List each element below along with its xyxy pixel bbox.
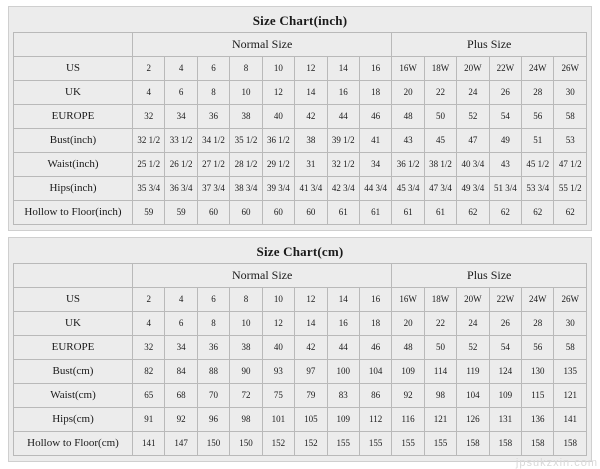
table-cell: 16W xyxy=(392,57,424,81)
table-cell: 45 3/4 xyxy=(392,177,424,201)
table-cell: 8 xyxy=(197,81,229,105)
table-cell: 60 xyxy=(262,201,294,225)
table-cell: 12 xyxy=(262,312,294,336)
table-cell: 49 3/4 xyxy=(457,177,489,201)
table-cell: 119 xyxy=(457,360,489,384)
table-cell: 158 xyxy=(457,432,489,456)
table-cell: 44 xyxy=(327,336,359,360)
table-cell: 42 xyxy=(295,105,327,129)
table-cell: 22 xyxy=(424,312,456,336)
table-cell: 72 xyxy=(230,384,262,408)
table-cell: 18 xyxy=(359,81,391,105)
table-cell: 92 xyxy=(392,384,424,408)
table-cell: 6 xyxy=(197,288,229,312)
table-cell: 121 xyxy=(424,408,456,432)
size-table xyxy=(13,32,587,225)
table-cell: 62 xyxy=(522,201,554,225)
table-cell: 58 xyxy=(554,336,587,360)
table-cell: 59 xyxy=(133,201,165,225)
table-cell: 32 xyxy=(133,336,165,360)
table-cell: 8 xyxy=(197,312,229,336)
table-cell: 79 xyxy=(295,384,327,408)
table-cell: 59 xyxy=(165,201,197,225)
table-cell: 12 xyxy=(262,81,294,105)
table-cell: 30 xyxy=(554,81,587,105)
table-row xyxy=(14,408,587,432)
row-label: Bust(inch) xyxy=(14,129,133,153)
table-cell: 62 xyxy=(489,201,521,225)
table-cell: 88 xyxy=(197,360,229,384)
table-cell: 4 xyxy=(133,81,165,105)
size-chart-block xyxy=(8,237,592,462)
table-cell: 141 xyxy=(554,408,587,432)
table-cell: 24W xyxy=(522,57,554,81)
table-cell: 52 xyxy=(457,105,489,129)
table-cell: 22W xyxy=(489,57,521,81)
table-cell: 2 xyxy=(133,57,165,81)
table-cell: 25 1/2 xyxy=(133,153,165,177)
table-cell: 58 xyxy=(554,105,587,129)
table-cell: 8 xyxy=(230,288,262,312)
table-cell: 62 xyxy=(554,201,587,225)
table-cell: 12 xyxy=(295,57,327,81)
table-cell: 34 xyxy=(359,153,391,177)
table-cell: 158 xyxy=(522,432,554,456)
table-cell: 121 xyxy=(554,384,587,408)
table-cell: 37 3/4 xyxy=(197,177,229,201)
table-cell: 28 xyxy=(522,81,554,105)
row-label: US xyxy=(14,288,133,312)
table-cell: 82 xyxy=(133,360,165,384)
table-cell: 104 xyxy=(359,360,391,384)
table-cell: 96 xyxy=(197,408,229,432)
table-cell: 16 xyxy=(327,312,359,336)
row-label: UK xyxy=(14,312,133,336)
row-label: Bust(cm) xyxy=(14,360,133,384)
table-row xyxy=(14,81,587,105)
table-cell: 109 xyxy=(327,408,359,432)
table-cell: 55 1/2 xyxy=(554,177,587,201)
table-cell: 20 xyxy=(392,312,424,336)
table-cell: 54 xyxy=(489,105,521,129)
table-cell: 109 xyxy=(392,360,424,384)
table-cell: 4 xyxy=(165,288,197,312)
table-cell: 40 xyxy=(262,105,294,129)
table-cell: 46 xyxy=(359,336,391,360)
table-cell: 90 xyxy=(230,360,262,384)
table-cell: 60 xyxy=(197,201,229,225)
table-cell: 22 xyxy=(424,81,456,105)
row-label: EUROPE xyxy=(14,105,133,129)
table-cell: 2 xyxy=(133,288,165,312)
table-cell: 84 xyxy=(165,360,197,384)
table-cell: 50 xyxy=(424,336,456,360)
table-cell: 4 xyxy=(133,312,165,336)
table-row xyxy=(14,153,587,177)
table-cell: 32 1/2 xyxy=(327,153,359,177)
table-row xyxy=(14,360,587,384)
table-cell: 48 xyxy=(392,105,424,129)
table-cell: 98 xyxy=(230,408,262,432)
table-cell: 6 xyxy=(165,81,197,105)
table-cell: 105 xyxy=(295,408,327,432)
table-cell: 98 xyxy=(424,384,456,408)
table-row xyxy=(14,177,587,201)
table-cell: 20 xyxy=(392,81,424,105)
table-cell: 46 xyxy=(359,105,391,129)
table-cell: 16 xyxy=(359,288,391,312)
table-cell: 61 xyxy=(327,201,359,225)
table-cell: 61 xyxy=(359,201,391,225)
table-cell: 42 xyxy=(295,336,327,360)
table-cell: 35 3/4 xyxy=(133,177,165,201)
table-cell: 47 1/2 xyxy=(554,153,587,177)
table-row xyxy=(14,384,587,408)
table-cell: 16 xyxy=(359,57,391,81)
table-row xyxy=(14,288,587,312)
table-cell: 39 3/4 xyxy=(262,177,294,201)
table-cell: 30 xyxy=(554,312,587,336)
table-cell: 49 xyxy=(489,129,521,153)
table-cell: 97 xyxy=(295,360,327,384)
table-cell: 36 3/4 xyxy=(165,177,197,201)
group-header-cell: Plus Size xyxy=(392,33,587,57)
table-corner-cell xyxy=(14,33,133,57)
table-cell: 34 xyxy=(165,105,197,129)
table-cell: 36 xyxy=(197,105,229,129)
table-cell: 6 xyxy=(165,312,197,336)
size-table xyxy=(13,263,587,456)
table-cell: 26 xyxy=(489,81,521,105)
table-cell: 56 xyxy=(522,336,554,360)
table-cell: 155 xyxy=(392,432,424,456)
group-header-row xyxy=(14,33,587,57)
table-row xyxy=(14,201,587,225)
row-label: EUROPE xyxy=(14,336,133,360)
table-cell: 53 3/4 xyxy=(522,177,554,201)
table-cell: 26 xyxy=(489,312,521,336)
table-cell: 109 xyxy=(489,384,521,408)
row-label: Hips(cm) xyxy=(14,408,133,432)
table-cell: 51 3/4 xyxy=(489,177,521,201)
table-cell: 40 3/4 xyxy=(457,153,489,177)
table-cell: 18W xyxy=(424,57,456,81)
table-cell: 20W xyxy=(457,288,489,312)
table-cell: 47 xyxy=(457,129,489,153)
table-cell: 112 xyxy=(359,408,391,432)
row-label: Waist(cm) xyxy=(14,384,133,408)
table-cell: 34 xyxy=(165,336,197,360)
watermark-text: jpsukzxin.com xyxy=(515,457,598,469)
table-cell: 44 3/4 xyxy=(359,177,391,201)
table-cell: 24W xyxy=(522,288,554,312)
table-cell: 48 xyxy=(392,336,424,360)
table-cell: 6 xyxy=(197,57,229,81)
table-cell: 155 xyxy=(327,432,359,456)
table-cell: 155 xyxy=(424,432,456,456)
table-cell: 152 xyxy=(262,432,294,456)
group-header-row xyxy=(14,264,587,288)
table-row xyxy=(14,129,587,153)
table-cell: 38 xyxy=(295,129,327,153)
table-cell: 75 xyxy=(262,384,294,408)
table-cell: 60 xyxy=(230,201,262,225)
table-cell: 10 xyxy=(262,57,294,81)
table-cell: 150 xyxy=(197,432,229,456)
table-cell: 10 xyxy=(230,312,262,336)
table-cell: 20W xyxy=(457,57,489,81)
chart-title: Size Chart(inch) xyxy=(252,13,348,28)
table-cell: 54 xyxy=(489,336,521,360)
table-cell: 38 xyxy=(230,105,262,129)
table-cell: 31 xyxy=(295,153,327,177)
table-cell: 43 xyxy=(392,129,424,153)
table-cell: 41 3/4 xyxy=(295,177,327,201)
table-cell: 68 xyxy=(165,384,197,408)
table-cell: 53 xyxy=(554,129,587,153)
table-cell: 36 1/2 xyxy=(392,153,424,177)
table-cell: 22W xyxy=(489,288,521,312)
table-cell: 50 xyxy=(424,105,456,129)
table-cell: 38 3/4 xyxy=(230,177,262,201)
table-cell: 10 xyxy=(230,81,262,105)
table-cell: 42 3/4 xyxy=(327,177,359,201)
table-cell: 62 xyxy=(457,201,489,225)
table-cell: 60 xyxy=(295,201,327,225)
table-cell: 131 xyxy=(489,408,521,432)
table-cell: 27 1/2 xyxy=(197,153,229,177)
table-cell: 43 xyxy=(489,153,521,177)
table-cell: 47 3/4 xyxy=(424,177,456,201)
table-cell: 14 xyxy=(327,288,359,312)
table-row xyxy=(14,57,587,81)
table-cell: 116 xyxy=(392,408,424,432)
table-cell: 28 xyxy=(522,312,554,336)
table-cell: 14 xyxy=(295,312,327,336)
table-cell: 101 xyxy=(262,408,294,432)
table-cell: 51 xyxy=(522,129,554,153)
table-cell: 41 xyxy=(359,129,391,153)
table-cell: 135 xyxy=(554,360,587,384)
table-cell: 32 1/2 xyxy=(133,129,165,153)
table-cell: 45 1/2 xyxy=(522,153,554,177)
table-cell: 44 xyxy=(327,105,359,129)
table-cell: 38 xyxy=(230,336,262,360)
table-row xyxy=(14,432,587,456)
table-cell: 83 xyxy=(327,384,359,408)
group-header-cell: Normal Size xyxy=(133,264,392,288)
table-cell: 39 1/2 xyxy=(327,129,359,153)
table-cell: 52 xyxy=(457,336,489,360)
table-cell: 136 xyxy=(522,408,554,432)
table-cell: 14 xyxy=(295,81,327,105)
table-cell: 147 xyxy=(165,432,197,456)
table-cell: 115 xyxy=(522,384,554,408)
table-cell: 93 xyxy=(262,360,294,384)
table-cell: 70 xyxy=(197,384,229,408)
table-cell: 155 xyxy=(359,432,391,456)
table-cell: 38 1/2 xyxy=(424,153,456,177)
table-cell: 36 xyxy=(197,336,229,360)
table-cell: 8 xyxy=(230,57,262,81)
group-header-cell: Normal Size xyxy=(133,33,392,57)
row-label: US xyxy=(14,57,133,81)
table-cell: 141 xyxy=(133,432,165,456)
table-cell: 26W xyxy=(554,288,587,312)
table-cell: 26 1/2 xyxy=(165,153,197,177)
table-cell: 56 xyxy=(522,105,554,129)
table-cell: 36 1/2 xyxy=(262,129,294,153)
table-cell: 150 xyxy=(230,432,262,456)
table-row xyxy=(14,312,587,336)
table-cell: 10 xyxy=(262,288,294,312)
table-cell: 34 1/2 xyxy=(197,129,229,153)
table-cell: 61 xyxy=(424,201,456,225)
table-cell: 35 1/2 xyxy=(230,129,262,153)
table-cell: 124 xyxy=(489,360,521,384)
table-row xyxy=(14,105,587,129)
table-cell: 28 1/2 xyxy=(230,153,262,177)
table-cell: 29 1/2 xyxy=(262,153,294,177)
table-cell: 61 xyxy=(392,201,424,225)
chart-title: Size Chart(cm) xyxy=(256,244,344,259)
row-label: Hollow to Floor(cm) xyxy=(14,432,133,456)
table-cell: 114 xyxy=(424,360,456,384)
row-label: Waist(inch) xyxy=(14,153,133,177)
table-cell: 24 xyxy=(457,81,489,105)
table-cell: 65 xyxy=(133,384,165,408)
table-cell: 12 xyxy=(295,288,327,312)
group-header-cell: Plus Size xyxy=(392,264,587,288)
table-cell: 152 xyxy=(295,432,327,456)
table-cell: 40 xyxy=(262,336,294,360)
table-cell: 16 xyxy=(327,81,359,105)
table-cell: 126 xyxy=(457,408,489,432)
table-cell: 91 xyxy=(133,408,165,432)
table-cell: 32 xyxy=(133,105,165,129)
table-cell: 18W xyxy=(424,288,456,312)
size-chart-block xyxy=(8,6,592,231)
table-cell: 100 xyxy=(327,360,359,384)
table-cell: 18 xyxy=(359,312,391,336)
table-cell: 158 xyxy=(554,432,587,456)
table-cell: 92 xyxy=(165,408,197,432)
table-cell: 86 xyxy=(359,384,391,408)
table-cell: 14 xyxy=(327,57,359,81)
table-cell: 4 xyxy=(165,57,197,81)
row-label: UK xyxy=(14,81,133,105)
row-label: Hips(inch) xyxy=(14,177,133,201)
table-cell: 130 xyxy=(522,360,554,384)
table-cell: 26W xyxy=(554,57,587,81)
row-label: Hollow to Floor(inch) xyxy=(14,201,133,225)
table-cell: 104 xyxy=(457,384,489,408)
table-row xyxy=(14,336,587,360)
table-cell: 24 xyxy=(457,312,489,336)
size-chart-page xyxy=(0,6,600,462)
table-cell: 16W xyxy=(392,288,424,312)
table-cell: 158 xyxy=(489,432,521,456)
table-corner-cell xyxy=(14,264,133,288)
table-cell: 45 xyxy=(424,129,456,153)
table-cell: 33 1/2 xyxy=(165,129,197,153)
